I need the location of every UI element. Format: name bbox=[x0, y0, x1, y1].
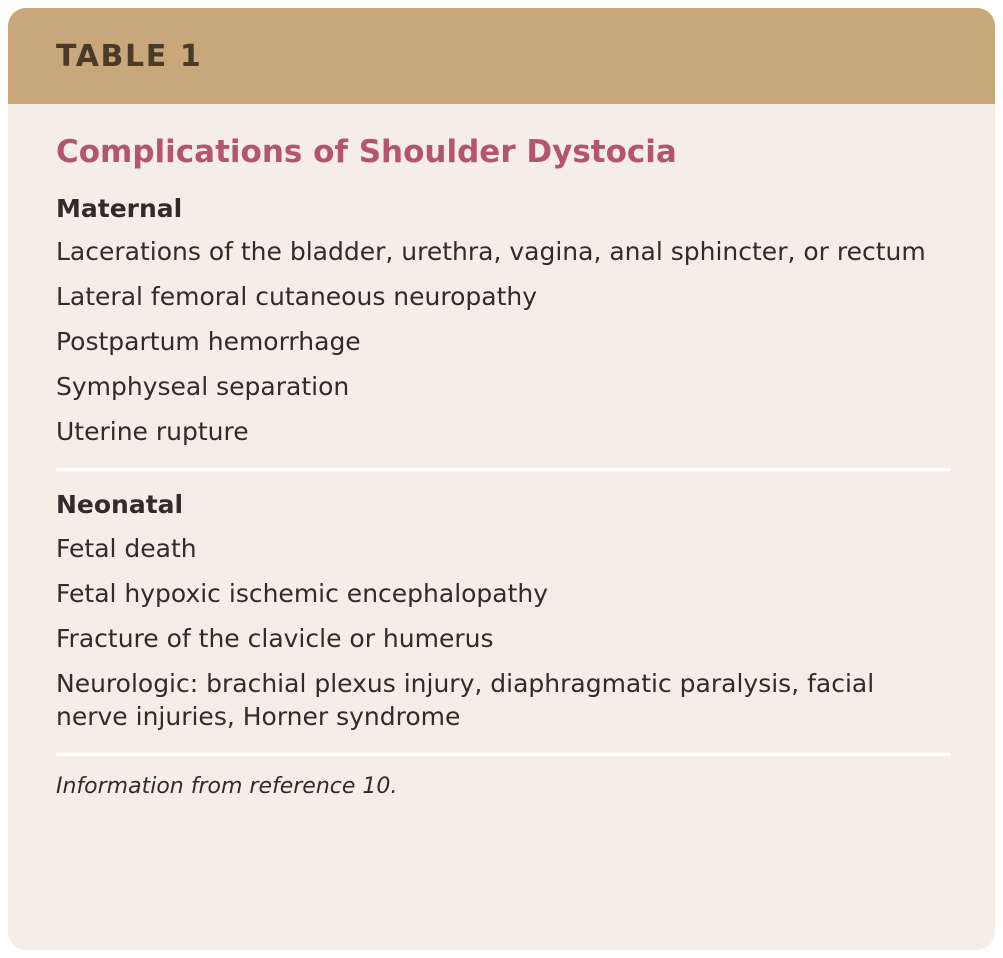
section-maternal bbox=[56, 193, 951, 448]
footnote-divider bbox=[56, 753, 951, 756]
table-card bbox=[8, 8, 995, 950]
list-item: Postpartum hemorrhage bbox=[56, 327, 361, 357]
table-footnote: Information from reference 10. bbox=[56, 773, 398, 799]
list-item: Fracture of the clavicle or humerus bbox=[56, 623, 494, 653]
table-number-label: TABLE 1 bbox=[56, 38, 203, 74]
table-header bbox=[8, 8, 995, 104]
table-body bbox=[8, 104, 995, 799]
section-neonatal bbox=[56, 489, 951, 732]
list-item: Uterine rupture bbox=[56, 417, 249, 447]
section-divider bbox=[56, 468, 951, 471]
table-title: Complications of Shoulder Dystocia bbox=[56, 134, 677, 170]
section-heading-neonatal: Neonatal bbox=[56, 490, 184, 520]
list-item: Lateral femoral cutaneous neuropathy bbox=[56, 282, 538, 312]
list-item: Fetal hypoxic ischemic encephalopathy bbox=[56, 578, 549, 608]
section-heading-maternal: Maternal bbox=[56, 194, 183, 224]
list-item: Neurologic: brachial plexus injury, diaphragmatic paralysis, facial nerve injuries, Horner syndrome bbox=[56, 668, 875, 731]
list-item: Lacerations of the bladder, urethra, vagina, anal sphincter, or rectum bbox=[56, 237, 926, 267]
list-item: Symphyseal separation bbox=[56, 372, 350, 402]
list-item: Fetal death bbox=[56, 533, 197, 563]
